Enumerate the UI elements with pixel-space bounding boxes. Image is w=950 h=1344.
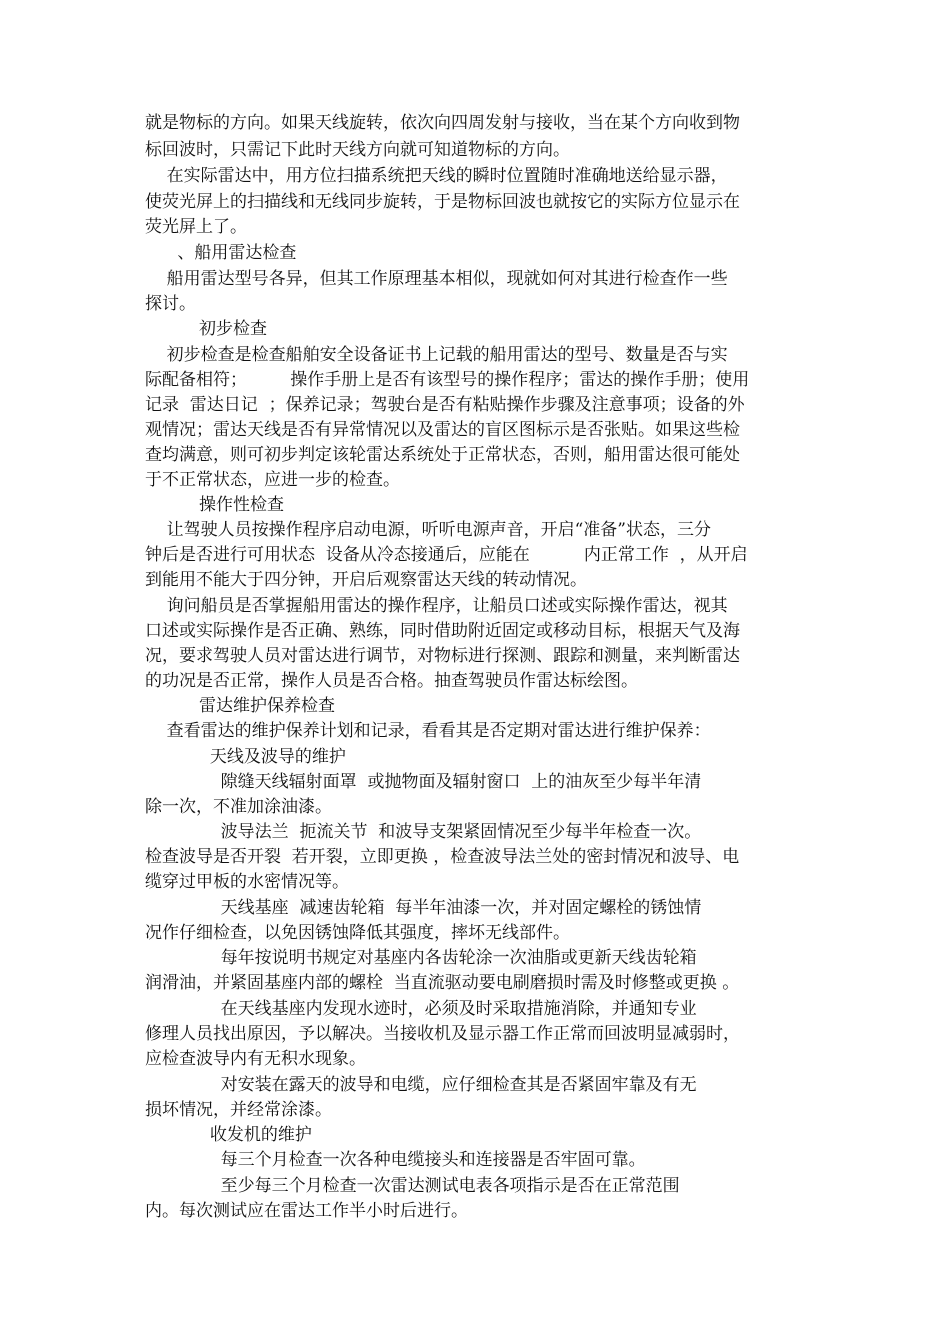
text-line: 修理人员找出原因，予以解决。当接收机及显示器工作正常而回波明显减弱时， [145, 1024, 740, 1044]
text-line: 查均满意，则可初步判定该轮雷达系统处于正常状态，否则，船用雷达很可能处 [145, 445, 740, 465]
text-line: 就是物标的方向。如果天线旋转，依次向四周发射与接收，当在某个方向收到物 [145, 113, 740, 133]
text-line: 除一次，不准加涂油漆。 [145, 797, 332, 817]
text-line: 观情况；雷达天线是否有异常情况以及雷达的盲区图标示是否张贴。如果这些检 [145, 420, 740, 440]
text-line: 至少每三个月检查一次雷达测试电表各项指示是否在正常范围 [145, 1176, 680, 1196]
text-line: 船用雷达型号各异，但其工作原理基本相似，现就如何对其进行检查作一些 [145, 269, 728, 289]
text-line: 记录 雷达日记 ；保养记录；驾驶台是否有粘贴操作步骤及注意事项；设备的外 [145, 395, 745, 415]
text-line: 口述或实际操作是否正确、熟练，同时借助附近固定或移动目标，根据天气及海 [145, 621, 740, 641]
text-line: 况作仔细检查，以免因锈蚀降低其强度，摔坏无线部件。 [145, 923, 570, 943]
subsection-heading: 初步检查 [145, 319, 268, 339]
text-line: 每年按说明书规定对基座内各齿轮涂一次油脂或更新天线齿轮箱 [145, 948, 697, 968]
text-line: 内。每次测试应在雷达工作半小时后进行。 [145, 1201, 468, 1221]
text-line: 使荧光屏上的扫描线和无线同步旋转，于是物标回波也就按它的实际方位显示在 [145, 192, 740, 212]
subsection-heading: 雷达维护保养检查 [145, 696, 336, 716]
text-line: 每三个月检查一次各种电缆接头和连接器是否牢固可靠。 [145, 1150, 646, 1170]
text-line: 损坏情况，并经常涂漆。 [145, 1100, 332, 1120]
text-line: 到能用不能大于四分钟，开启后观察雷达天线的转动情况。 [145, 570, 587, 590]
text-line: 查看雷达的维护保养计划和记录，看看其是否定期对雷达进行维护保养： [145, 721, 711, 741]
text-line: 让驾驶人员按操作程序启动电源，听听电源声音，开启“准备”状态，三分 [145, 520, 711, 540]
text-line: 况，要求驾驶人员对雷达进行调节，对物标进行探测、跟踪和测量，来判断雷达 [145, 646, 740, 666]
text-line: 对安装在露天的波导和电缆，应仔细检查其是否紧固牢靠及有无 [145, 1075, 697, 1095]
text-line: 波导法兰 扼流关节 和波导支架紧固情况至少每半年检查一次。 [145, 822, 702, 842]
text-line: 询问船员是否掌握船用雷达的操作程序，让船员口述或实际操作雷达，视其 [145, 596, 728, 616]
text-line: 检查波导是否开裂 若开裂，立即更换 ，检查波导法兰处的密封情况和波导、电 [145, 847, 740, 867]
text-line: 润滑油，并紧固基座内部的螺栓 当直流驱动要电刷磨损时需及时修整或更换 。 [145, 973, 740, 993]
item-heading: 天线及波导的维护 [145, 747, 346, 767]
text-line: 在实际雷达中，用方位扫描系统把天线的瞬时位置随时准确地送给显示器， [145, 166, 728, 186]
text-line: 的功况是否正常，操作人员是否合格。抽查驾驶员作雷达标绘图。 [145, 671, 638, 691]
subsection-heading: 操作性检查 [145, 495, 285, 515]
item-heading: 收发机的维护 [145, 1125, 312, 1145]
text-line: 初步检查是检查船舶安全设备证书上记载的船用雷达的型号、数量是否与实 [145, 345, 728, 365]
text-line: 应检查波导内有无积水现象。 [145, 1049, 366, 1069]
text-line: 于不正常状态，应进一步的检查。 [145, 470, 400, 490]
text-line: 在天线基座内发现水迹时，必须及时采取措施消除，并通知专业 [145, 999, 697, 1019]
text-line: 缆穿过甲板的水密情况等。 [145, 872, 349, 892]
section-heading: 、船用雷达检查 [145, 243, 297, 263]
text-line: 荧光屏上了。 [145, 217, 247, 237]
text-line: 标回波时，只需记下此时天线方向就可知道物标的方向。 [145, 140, 570, 160]
text-line: 际配备相符； 操作手册上是否有该型号的操作程序；雷达的操作手册；使用 [145, 370, 750, 390]
text-line: 隙缝天线辐射面罩 或抛物面及辐射窗口 上的油灰至少每半年清 [145, 772, 702, 792]
text-line: 探讨。 [145, 294, 196, 314]
text-line: 钟后是否进行可用状态 设备从冷态接通后，应能在 内正常工作 ，从开启 [145, 545, 748, 565]
text-line: 天线基座 减速齿轮箱 每半年油漆一次，并对固定螺栓的锈蚀情 [145, 898, 702, 918]
